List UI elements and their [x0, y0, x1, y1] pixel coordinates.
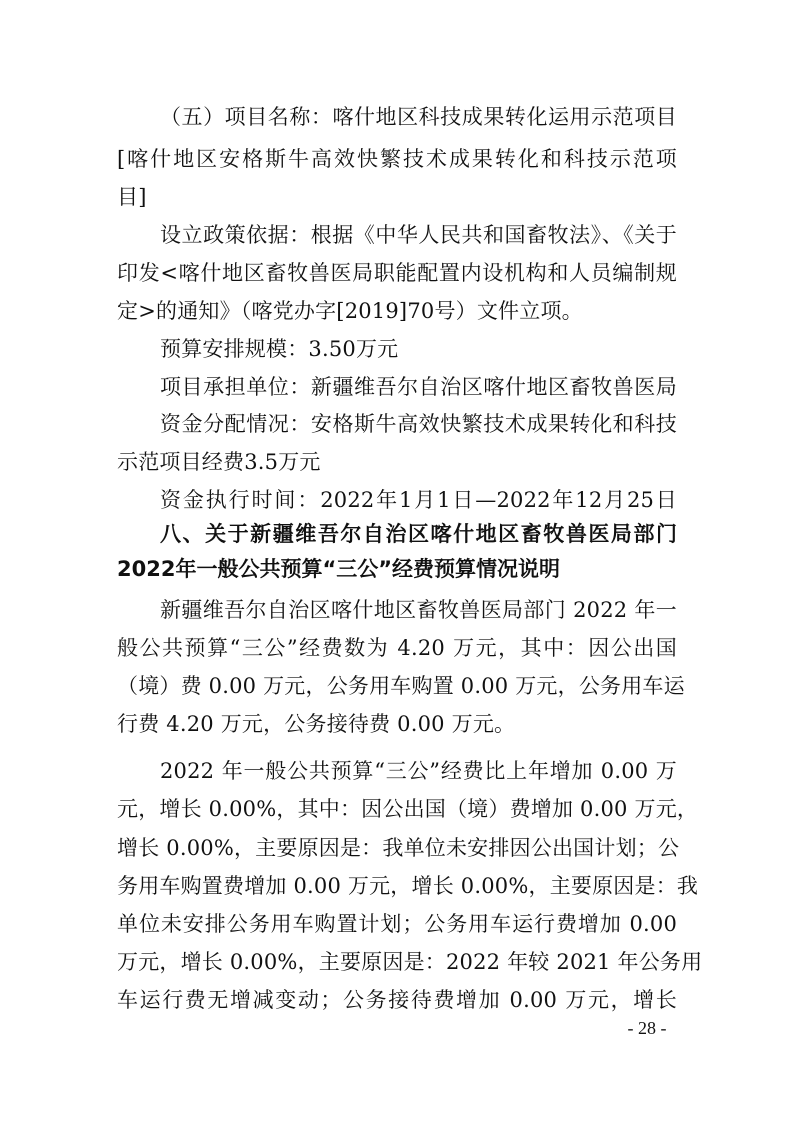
text-line: 般公共预算“三公”经费数为 4.20 万元，其中：因公出国	[117, 636, 677, 660]
text-line: 行费 4.20 万元，公务接待费 0.00 万元。	[117, 712, 516, 736]
text-line: （五）项目名称：喀什地区科技成果转化运用示范项目	[160, 105, 677, 129]
text-line: 示范项目经费3.5万元	[117, 450, 321, 474]
text-line: 单位未安排公务用车购置计划；公务用车运行费增加 0.00	[117, 912, 677, 936]
text-line: 2022 年一般公共预算“三公”经费比上年增加 0.00 万	[160, 759, 677, 783]
text-line: 预算安排规模：3.50万元	[160, 337, 399, 361]
page-number: - 28 -	[627, 1018, 667, 1038]
text-line: 务用车购置费增加 0.00 万元，增长 0.00%，主要原因是：我	[117, 874, 699, 898]
text-line: 资金分配情况：安格斯牛高效快繁技术成果转化和科技	[160, 412, 677, 436]
text-line: 万元，增长 0.00%，主要原因是：2022 年较 2021 年公务用	[117, 950, 703, 974]
text-line: 印发<喀什地区畜牧兽医局职能配置内设机构和人员编制规	[117, 261, 677, 285]
text-line: 定>的通知》（喀党办字[2019]70号）文件立项。	[117, 299, 583, 323]
text-line: 增长 0.00%，主要原因是：我单位未安排因公出国计划；公	[117, 836, 680, 860]
text-line: 项目承担单位：新疆维吾尔自治区喀什地区畜牧兽医局	[160, 375, 677, 399]
text-line: （境）费 0.00 万元，公务用车购置 0.00 万元，公务用车运	[117, 674, 685, 698]
text-line: [喀什地区安格斯牛高效快繁技术成果转化和科技示范项	[117, 147, 677, 171]
text-line: 资金执行时间：2022年1月1日—2022年12月25日	[160, 488, 677, 512]
text-line: 车运行费无增减变动；公务接待费增加 0.00 万元，增长	[117, 988, 677, 1012]
section-heading: 2022年一般公共预算“三公”经费预算情况说明	[117, 557, 561, 581]
section-heading: 八、关于新疆维吾尔自治区喀什地区畜牧兽医局部门	[160, 522, 677, 546]
text-line: 新疆维吾尔自治区喀什地区畜牧兽医局部门 2022 年一	[160, 598, 677, 622]
text-line: 元，增长 0.00%，其中：因公出国（境）费增加 0.00 万元，	[117, 797, 699, 821]
text-line: 设立政策依据：根据《中华人民共和国畜牧法》、《关于	[160, 223, 677, 247]
text-line: 目]	[117, 185, 147, 209]
